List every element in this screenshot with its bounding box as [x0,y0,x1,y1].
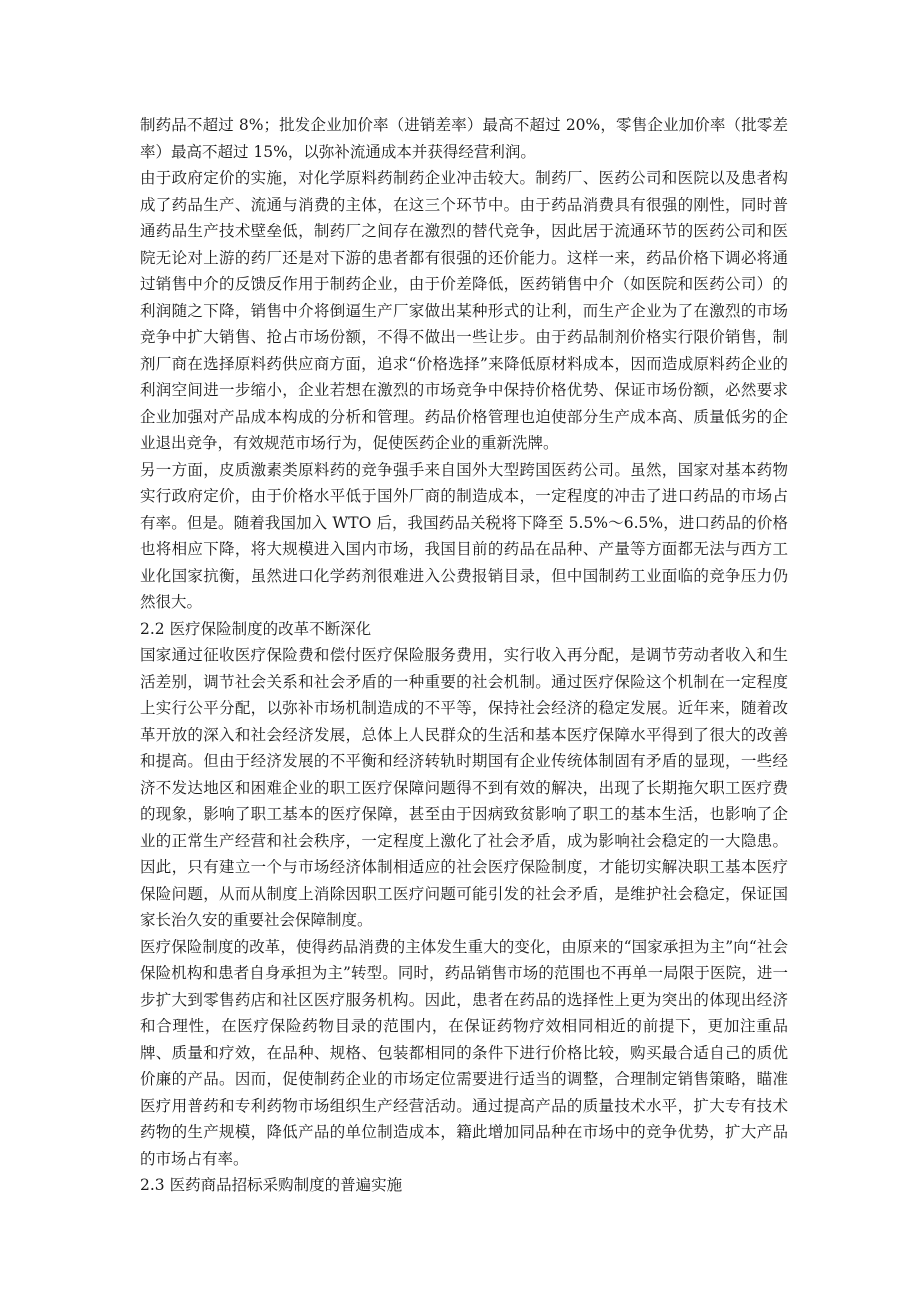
section-heading-2-3: 2.3 医药商品招标采购制度的普遍实施 [140,1176,403,1194]
paragraph-foreign-competition: 另一方面，皮质激素类原料药的竞争强手来自国外大型跨国医药公司。虽然，国家对基本药物实行政府定价，由于价格水平低于国外厂商的制造成本，一定程度的冲击了进口药品的市场占有率。但是。随着我国加入 WTO 后，我国药品关税将下降至 5.5%～6.5%，进口药品的价格也将相应下降，将大规模进入国内市场，我国目前的药品在品种、产量等方面都无法与西方工业化国家抗衡，虽然进口化学药剂很难进入公费报销目录，但中国制药工业面临的竞争压力仍然很大。 [140,460,788,611]
paragraph-medical-insurance-mechanism: 国家通过征收医疗保险费和偿付医疗保险服务费用，实行收入再分配，是调节劳动者收入和生活差别，调节社会关系和社会矛盾的一种重要的社会机制。通过医疗保险这个机制在一定程度上实行公平分配，以弥补市场机制造成的不平等，保持社会经济的稳定发展。近年来，随着改革开放的深入和社会经济发展，总体上人民群众的生活和基本医疗保障水平得到了很大的改善和提高。但由于经济发展的不平衡和经济转轨时期国有企业传统体制固有矛盾的显现，一些经济不发达地区和困难企业的职工医疗保障问题得不到有效的解决，出现了长期拖欠职工医疗费的现象，影响了职工基本的医疗保障，甚至由于因病致贫影响了职工的基本生活，也影响了企业的正常生产经营和社会秩序，一定程度上激化了社会矛盾，成为影响社会稳定的一大隐患。因此，只有建立一个与市场经济体制相适应的社会医疗保险制度，才能切实解决职工基本医疗保险问题，从而从制度上消除因职工医疗问题可能引发的社会矛盾，是维护社会稳定，保证国家长治久安的重要社会保障制度。 [140,646,788,929]
paragraph-insurance-reform-effects: 医疗保险制度的改革，使得药品消费的主体发生重大的变化，由原来的“国家承担为主”向“社会保险机构和患者自身承担为主”转型。同时，药品销售市场的范围也不再单一局限于医院，进一步扩大到零售药店和社区医疗服务机构。因此，患者在药品的选择性上更为突出的体现出经济和合理性，在医疗保险药物目录的范围内，在保证药物疗效相同相近的前提下，更加注重品牌、质量和疗效，在品种、规格、包装都相同的条件下进行价格比较，购买最合适自己的质优价廉的产品。因而，促使制药企业的市场定位需要进行适当的调整，合理制定销售策略，瞄准医疗用普药和专利药物市场组织生产经营活动。通过提高产品的质量技术水平，扩大专有技术药物的生产规模，降低产品的单位制造成本，籍此增加同品种在市场中的竞争优势，扩大产品的市场占有率。 [140,937,788,1168]
document-body [140,112,788,1199]
paragraph-pricing-cap: 制药品不超过 8%；批发企业加价率（进销差率）最高不超过 20%，零售企业加价率（批零差率）最高不超过 15%，以弥补流通成本并获得经营利润。 [140,116,788,161]
section-heading-2-2: 2.2 医疗保险制度的改革不断深化 [140,619,372,638]
paragraph-government-pricing: 由于政府定价的实施，对化学原料药制药企业冲击较大。制药厂、医药公司和医院以及患者构成了药品生产、流通与消费的主体，在这三个环节中。由于药品消费具有很强的刚性，同时普通药品生产技术壁垒低，制药厂之间存在激烈的替代竞争，因此居于流通环节的医药公司和医院无论对上游的药厂还是对下游的患者都有很强的还价能力。这样一来，药品价格下调必将通过销售中介的反馈反作用于制药企业，由于价差降低，医药销售中介（如医院和医药公司）的利润随之下降，销售中介将倒逼生产厂家做出某种形式的让利，而生产企业为了在激烈的市场竞争中扩大销售、抢占市场份额，不得不做出一些让步。由于药品制剂价格实行限价销售，制剂厂商在选择原料药供应商方面，追求“价格选择”来降低原材料成本，因而造成原料药企业的利润空间进一步缩小，企业若想在激烈的市场竞争中保持价格优势、保证市场份额，必然要求企业加强对产品成本构成的分析和管理。药品价格管理也迫使部分生产成本高、质量低劣的企业退出竞争，有效规范市场行为，促使医药企业的重新洗牌。 [140,169,788,452]
